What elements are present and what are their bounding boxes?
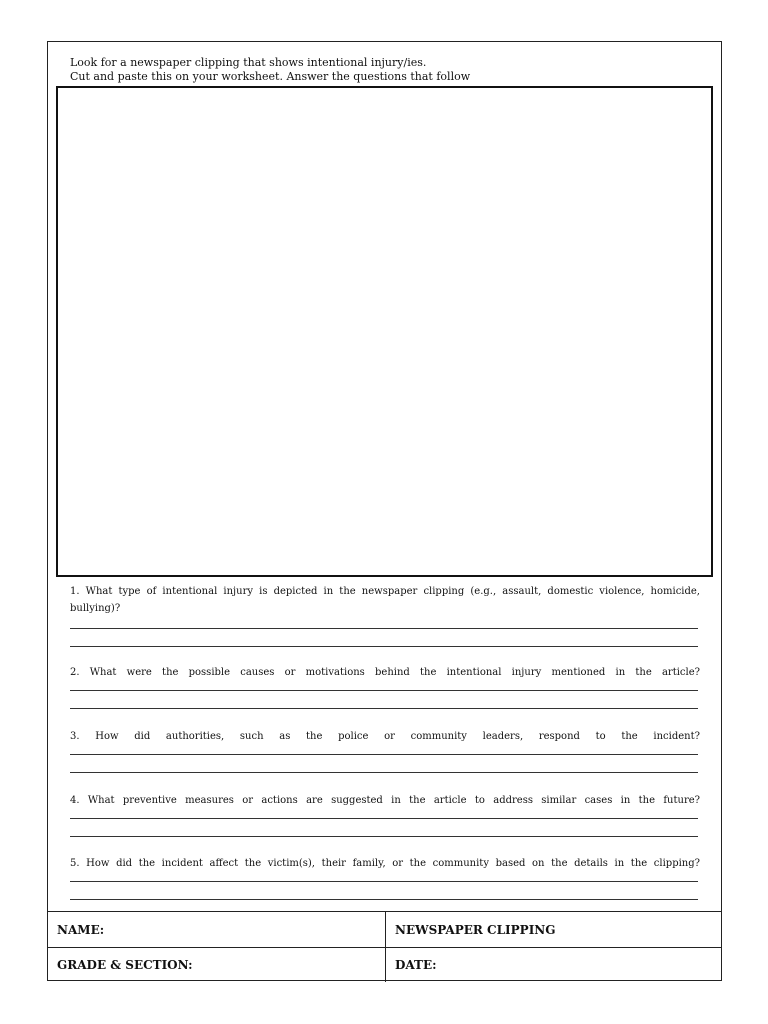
title-cell [386,912,721,947]
question-2-text: 2. What were the possible causes or motivations behind the intentional injury mentioned in the article? [70,667,700,678]
grade-section-cell[interactable] [48,948,385,982]
question-5-text: 5. How did the incident affect the victim(s), their family, or the community based on the details in the clipping? [70,858,700,869]
question-3-text: 3. How did authorities, such as the police or community leaders, respond to the incident? [70,731,700,742]
answer-line[interactable] [70,772,698,773]
date-cell[interactable] [386,948,721,982]
question-4 [70,792,700,809]
answer-line[interactable] [70,646,698,647]
clipping-paste-area[interactable] [56,86,713,577]
name-label: NAME: [57,922,105,937]
answer-line[interactable] [70,836,698,837]
question-1 [70,583,700,617]
worksheet [47,41,722,981]
answer-line[interactable] [70,818,698,819]
question-1-text: 1. What type of intentional injury is depicted in the newspaper clipping (e.g., assault, domestic violence, homicide, bullying)? [70,586,700,614]
name-cell[interactable] [48,912,385,947]
info-table [48,911,721,982]
date-label: DATE: [395,958,437,972]
question-4-text: 4. What preventive measures or actions are suggested in the article to address similar cases in the future? [70,795,700,806]
question-2 [70,664,700,681]
answer-line[interactable] [70,899,698,900]
question-5 [70,855,700,872]
question-3 [70,728,700,745]
instruction-line-2: Cut and paste this on your worksheet. Answer the questions that follow [70,70,471,83]
answer-line[interactable] [70,628,698,629]
instruction-line-1: Look for a newspaper clipping that shows intentional injury/ies. [70,56,427,69]
answer-line[interactable] [70,881,698,882]
answer-line[interactable] [70,708,698,709]
instructions [70,56,470,84]
newspaper-clipping-label: NEWSPAPER CLIPPING [395,922,556,937]
grade-section-label: GRADE & SECTION: [57,958,193,972]
answer-line[interactable] [70,690,698,691]
answer-line[interactable] [70,754,698,755]
